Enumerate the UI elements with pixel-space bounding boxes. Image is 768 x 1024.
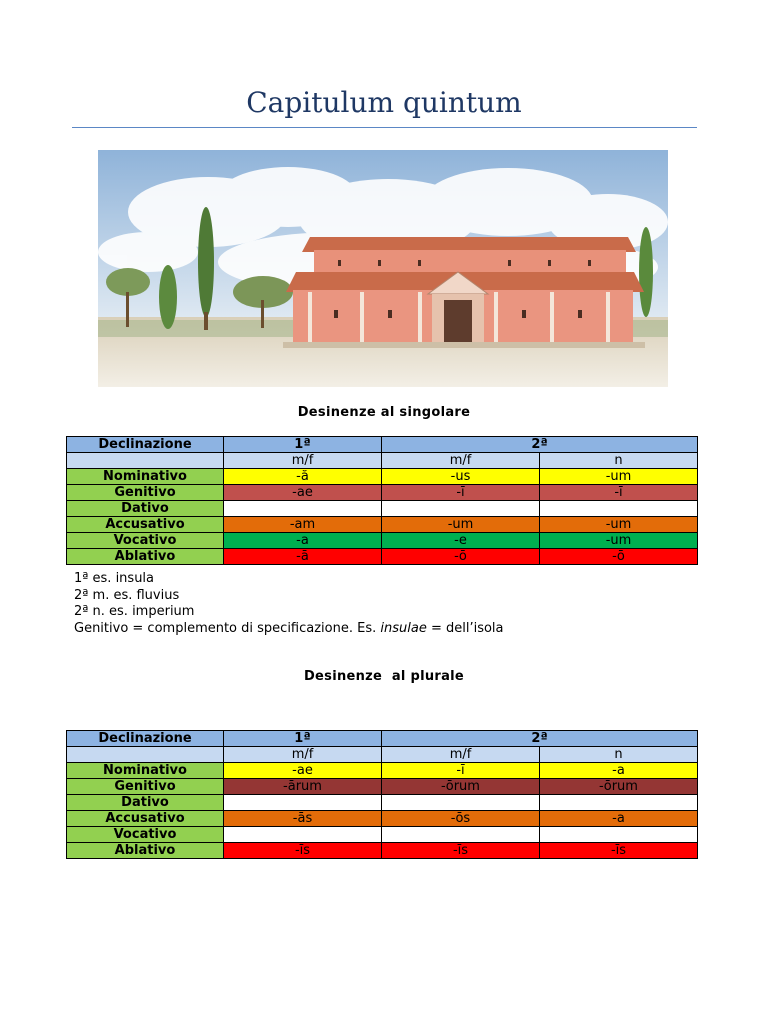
header-second-declension: 2ª: [382, 731, 698, 747]
page-title: Capitulum quintum: [246, 86, 522, 119]
title-divider: [72, 127, 697, 128]
note-text: Genitivo = complemento di specificazione. Es.: [74, 620, 381, 636]
case-label: Genitivo: [67, 779, 224, 795]
table-row: [67, 533, 698, 549]
ending-cell: -e: [382, 533, 540, 549]
table-header-row: [67, 731, 698, 747]
note-example-word: insulae: [380, 620, 427, 636]
gender-cell: m/f: [382, 747, 540, 763]
ending-cell: [224, 827, 382, 843]
note-line: 1ª es. insula: [74, 571, 155, 586]
table-header-row: [67, 437, 698, 453]
ending-cell: -ae: [224, 485, 382, 501]
ending-cell: -īs: [382, 843, 540, 859]
note-line: 2ª n. es. imperium: [74, 604, 195, 619]
ending-cell: -ă: [224, 469, 382, 485]
case-label: Nominativo: [67, 469, 224, 485]
table-row: [67, 779, 698, 795]
ending-cell: -ī: [382, 485, 540, 501]
ending-cell: -am: [224, 517, 382, 533]
ending-cell: -ī: [540, 485, 698, 501]
case-label: Accusativo: [67, 811, 224, 827]
ending-cell: -ās: [224, 811, 382, 827]
ending-cell: -um: [382, 517, 540, 533]
header-first-declension: 1ª: [224, 437, 382, 453]
ending-cell: [382, 501, 540, 517]
gender-cell: m/f: [382, 453, 540, 469]
declension-notes: [74, 571, 504, 637]
ending-cell: -um: [540, 469, 698, 485]
ending-cell: -īs: [540, 843, 698, 859]
ending-cell: -īs: [224, 843, 382, 859]
gender-cell: m/f: [224, 747, 382, 763]
case-label: Ablativo: [67, 549, 224, 565]
ending-cell: -a: [540, 763, 698, 779]
note-line-genitive: [74, 621, 504, 638]
ending-cell: -a: [224, 533, 382, 549]
case-label: Vocativo: [67, 827, 224, 843]
ending-cell: [382, 827, 540, 843]
ending-cell: -ārum: [224, 779, 382, 795]
case-label: Nominativo: [67, 763, 224, 779]
ending-cell: -ā: [224, 549, 382, 565]
case-label: Vocativo: [67, 533, 224, 549]
table-gender-row: [67, 747, 698, 763]
plural-endings-table: [66, 730, 698, 859]
ending-cell: -ōs: [382, 811, 540, 827]
table-gender-row: [67, 453, 698, 469]
table-row: [67, 501, 698, 517]
ending-cell: -us: [382, 469, 540, 485]
header-declinazione: Declinazione: [67, 731, 224, 747]
roman-building-illustration: [88, 142, 673, 387]
plural-caption: Desinenze al plurale: [303, 669, 465, 684]
header-first-declension: 1ª: [224, 731, 382, 747]
ending-cell: -um: [540, 533, 698, 549]
case-label: Dativo: [67, 501, 224, 517]
case-label: Dativo: [67, 795, 224, 811]
header-declinazione: Declinazione: [67, 437, 224, 453]
ending-cell: -ō: [540, 549, 698, 565]
gender-cell: n: [540, 453, 698, 469]
ending-cell: [540, 795, 698, 811]
gender-empty-cell: [67, 747, 224, 763]
ending-cell: [224, 795, 382, 811]
ending-cell: -um: [540, 517, 698, 533]
header-second-declension: 2ª: [382, 437, 698, 453]
note-text: = dell’isola: [426, 620, 504, 636]
table-row: [67, 763, 698, 779]
table-row: [67, 469, 698, 485]
gender-cell: m/f: [224, 453, 382, 469]
case-label: Accusativo: [67, 517, 224, 533]
table-row: [67, 795, 698, 811]
ending-cell: -ō: [382, 549, 540, 565]
table-row: [67, 517, 698, 533]
note-line: 2ª m. es. fluvius: [74, 587, 180, 603]
ending-cell: -ī: [382, 763, 540, 779]
ending-cell: [382, 795, 540, 811]
ending-cell: [540, 827, 698, 843]
ending-cell: -ae: [224, 763, 382, 779]
gender-cell: n: [540, 747, 698, 763]
ending-cell: [224, 501, 382, 517]
singular-caption: Desinenze al singolare: [297, 405, 471, 420]
singular-endings-table: [66, 436, 698, 565]
table-row: [67, 549, 698, 565]
table-row: [67, 827, 698, 843]
ending-cell: [540, 501, 698, 517]
table-row: [67, 485, 698, 501]
ending-cell: -a: [540, 811, 698, 827]
gender-empty-cell: [67, 453, 224, 469]
table-row: [67, 811, 698, 827]
table-row: [67, 843, 698, 859]
ending-cell: -ōrum: [382, 779, 540, 795]
case-label: Genitivo: [67, 485, 224, 501]
ending-cell: -ōrum: [540, 779, 698, 795]
case-label: Ablativo: [67, 843, 224, 859]
